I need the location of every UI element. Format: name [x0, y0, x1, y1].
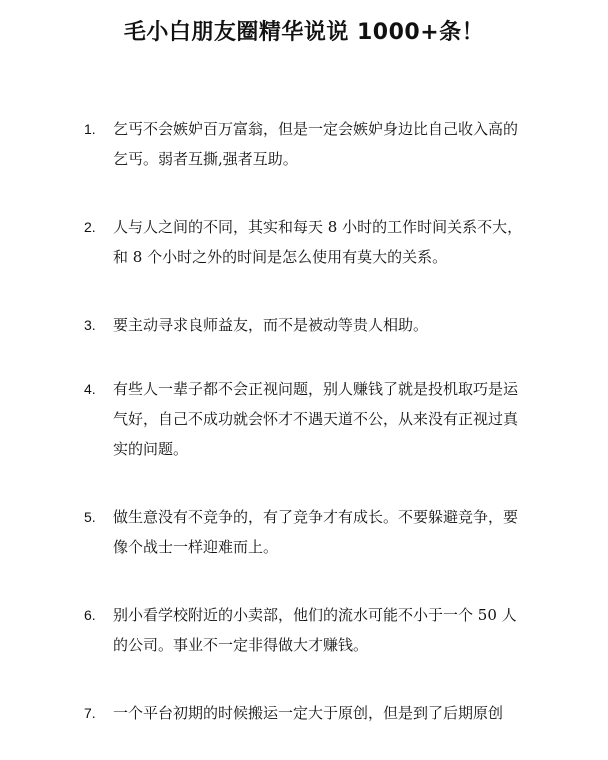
item-number: 2. [84, 219, 96, 235]
item-text: 人与人之间的不同，其实和每天 8 小时的工作时间关系不大，和 8 个小时之外的时间是怎么使用有莫大的关系。 [113, 218, 523, 266]
item-text: 要主动寻求良师益友，而不是被动等贵人相助。 [113, 316, 429, 334]
list-item [84, 114, 528, 174]
item-number: 7. [84, 705, 96, 721]
item-number: 5. [84, 509, 96, 525]
item-text: 有些人一辈子都不会正视问题，别人赚钱了就是投机取巧是运气好，自己不成功就会怀才不遇天道不公，从来没有正视过真实的问题。 [113, 380, 519, 458]
list-item [84, 310, 528, 340]
item-number: 1. [84, 121, 96, 137]
item-number: 4. [84, 381, 96, 397]
list-item [84, 502, 528, 562]
item-text: 乞丐不会嫉妒百万富翁，但是一定会嫉妒身边比自己收入高的乞丐。弱者互撕,强者互助。 [113, 120, 519, 168]
item-number: 3. [84, 317, 96, 333]
list-item [84, 600, 528, 660]
list-item [84, 374, 528, 464]
list-item [84, 698, 528, 728]
item-text: 做生意没有不竞争的，有了竞争才有成长。不要躲避竞争，要像个战士一样迎难而上。 [113, 508, 519, 556]
item-number: 6. [84, 607, 96, 623]
document-title: 毛小白朋友圈精华说说 1000+条！ [123, 20, 485, 45]
item-text: 别小看学校附近的小卖部，他们的流水可能不小于一个 50 人的公司。事业不一定非得做大才赚钱。 [113, 606, 517, 654]
item-text: 一个平台初期的时候搬运一定大于原创，但是到了后期原创 [113, 704, 504, 722]
list-item [84, 212, 528, 272]
